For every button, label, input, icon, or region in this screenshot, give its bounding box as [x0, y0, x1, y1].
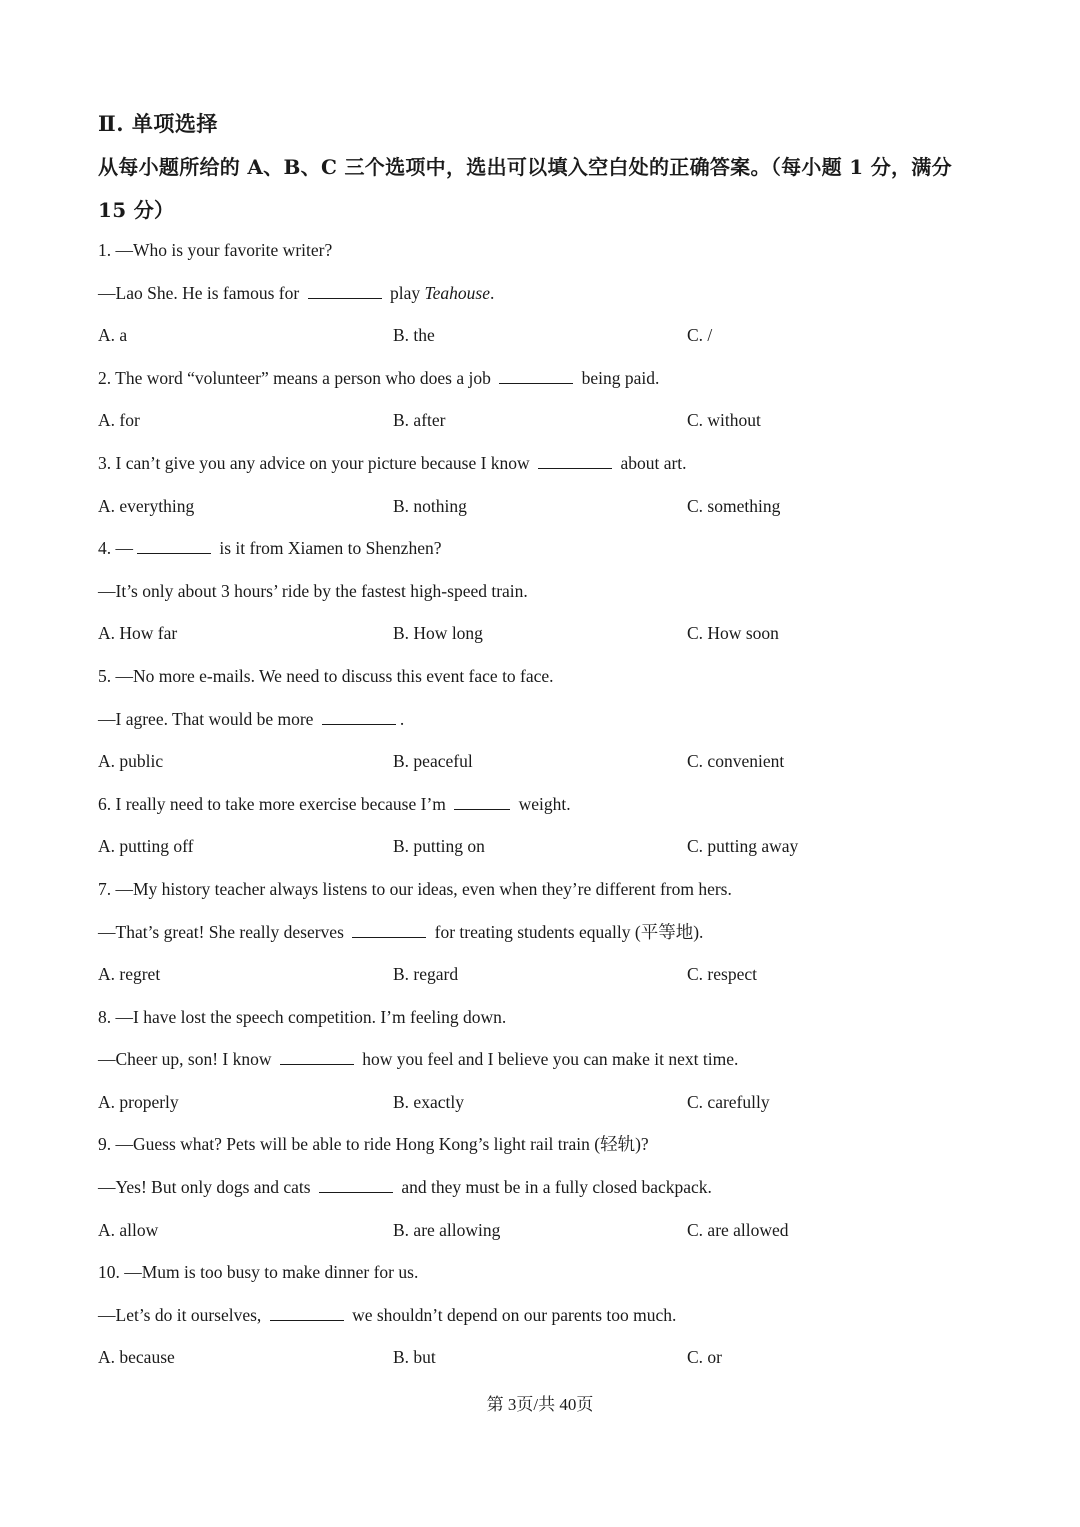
question-response: [98, 1166, 982, 1209]
question-stem: [98, 1251, 982, 1294]
option-c: C. are allowed: [687, 1219, 789, 1240]
question-stem: [98, 1123, 982, 1166]
option-row: [98, 314, 982, 357]
question-text: 10. —Mum is too busy to make dinner for us.: [98, 1262, 419, 1283]
option-b: B. putting on: [393, 836, 485, 857]
question-item: [98, 357, 982, 442]
answer-blank: [319, 1176, 393, 1193]
question-response: [98, 911, 982, 954]
option-c: C. carefully: [687, 1091, 770, 1112]
option-row: [98, 1081, 982, 1124]
question-text: .: [399, 708, 405, 729]
answer-blank: [352, 921, 426, 938]
question-stem: [98, 527, 982, 570]
question-text: is it from Xiamen to Shenzhen?: [215, 538, 442, 559]
question-text: 7. —My history teacher always listens to our ideas, even when they’re different from hers.: [98, 878, 732, 899]
answer-blank: [270, 1304, 344, 1321]
question-response: [98, 1294, 982, 1337]
question-stem: [98, 996, 982, 1039]
option-row: [98, 953, 982, 996]
question-item: [98, 655, 982, 783]
option-row: [98, 485, 982, 528]
option-b: B. regard: [393, 964, 459, 985]
question-response: [98, 272, 982, 315]
question-text: .: [489, 282, 495, 303]
question-text: 6. I really need to take more exercise because I’m: [98, 793, 451, 814]
question-text: how you feel and I believe you can make it next time.: [357, 1049, 739, 1070]
question-stem: [98, 442, 982, 485]
question-list: [98, 229, 982, 1379]
option-b: B. the: [393, 325, 435, 346]
option-a: A. properly: [98, 1091, 179, 1112]
question-text: weight.: [514, 793, 571, 814]
question-text: 1. —Who is your favorite writer?: [98, 240, 333, 260]
question-text: 9. —Guess what? Pets will be able to ride Hong Kong’s light rail train (轻轨)?: [98, 1134, 649, 1155]
answer-blank: [499, 367, 573, 384]
question-item: [98, 1123, 982, 1251]
question-response: [98, 698, 982, 741]
question-text: we shouldn’t depend on our parents too much.: [347, 1304, 677, 1325]
section-title: Ⅱ. 单项选择: [98, 111, 218, 136]
question-text: —Cheer up, son! I know: [98, 1049, 276, 1070]
option-a: A. everything: [98, 495, 195, 516]
answer-blank: [308, 282, 382, 299]
question-item: [98, 996, 982, 1124]
option-c: C. respect: [687, 964, 757, 985]
question-stem: [98, 229, 982, 272]
question-item: [98, 783, 982, 868]
option-row: [98, 399, 982, 442]
option-a: A. for: [98, 410, 140, 431]
option-c: C. without: [687, 410, 761, 431]
question-text: —Yes! But only dogs and cats: [98, 1177, 315, 1198]
option-c: C. How soon: [687, 623, 779, 644]
option-c: C. or: [687, 1347, 722, 1368]
option-b: B. exactly: [393, 1091, 464, 1112]
option-b: B. after: [393, 410, 446, 431]
option-a: A. allow: [98, 1219, 159, 1240]
question-stem: [98, 783, 982, 826]
option-row: [98, 612, 982, 655]
option-c: C. /: [687, 325, 713, 346]
question-stem: [98, 655, 982, 698]
question-text: being paid.: [577, 367, 660, 388]
option-c: C. convenient: [687, 751, 785, 772]
question-stem: [98, 868, 982, 911]
question-text: and they must be in a fully closed backpack.: [396, 1177, 712, 1198]
option-b: B. are allowing: [393, 1219, 501, 1240]
question-response: [98, 1038, 982, 1081]
option-row: [98, 1336, 982, 1379]
italic-title: Teahouse: [424, 282, 490, 303]
page-number: 第 3页/共 40页: [486, 1395, 594, 1414]
option-row: [98, 1209, 982, 1252]
question-item: [98, 527, 982, 655]
question-text: 3. I can’t give you any advice on your picture because I know: [98, 452, 535, 473]
question-text: —It’s only about 3 hours’ ride by the fastest high-speed train.: [98, 580, 528, 601]
option-a: A. How far: [98, 623, 178, 644]
question-item: [98, 868, 982, 996]
question-text: —I agree. That would be more: [98, 708, 318, 729]
question-text: 4. —: [98, 538, 133, 559]
question-text: —Let’s do it ourselves,: [98, 1304, 266, 1325]
answer-blank: [137, 537, 211, 554]
option-a: A. regret: [98, 964, 161, 985]
option-a: A. putting off: [98, 836, 194, 857]
question-text: 8. —I have lost the speech competition. I’m feeling down.: [98, 1006, 507, 1027]
question-item: [98, 229, 982, 357]
question-text: play: [385, 282, 425, 303]
question-response: [98, 570, 982, 613]
question-item: [98, 442, 982, 527]
option-row: [98, 825, 982, 868]
option-b: B. peaceful: [393, 751, 473, 772]
option-a: A. because: [98, 1347, 175, 1368]
option-b: B. but: [393, 1347, 436, 1368]
option-b: B. How long: [393, 623, 483, 644]
question-item: [98, 1251, 982, 1379]
option-c: C. something: [687, 495, 781, 516]
question-text: 2. The word “volunteer” means a person who does a job: [98, 367, 496, 388]
question-text: —That’s great! She really deserves: [98, 921, 349, 942]
question-stem: [98, 357, 982, 400]
option-a: A. public: [98, 751, 164, 772]
answer-blank: [454, 793, 510, 810]
answer-blank: [322, 708, 396, 725]
option-b: B. nothing: [393, 495, 467, 516]
answer-blank: [280, 1048, 354, 1065]
question-text: 5. —No more e-mails. We need to discuss this event face to face.: [98, 665, 554, 686]
option-a: A. a: [98, 325, 128, 346]
answer-blank: [538, 452, 612, 469]
option-c: C. putting away: [687, 836, 799, 857]
question-text: for treating students equally (平等地).: [430, 921, 704, 942]
question-text: about art.: [616, 452, 687, 473]
option-row: [98, 740, 982, 783]
question-text: —Lao She. He is famous for: [98, 282, 304, 303]
section-instructions: 从每小题所给的 A、B、C 三个选项中，选出可以填入空白处的正确答案。（每小题 1 分，满分 15 分）: [98, 155, 952, 222]
